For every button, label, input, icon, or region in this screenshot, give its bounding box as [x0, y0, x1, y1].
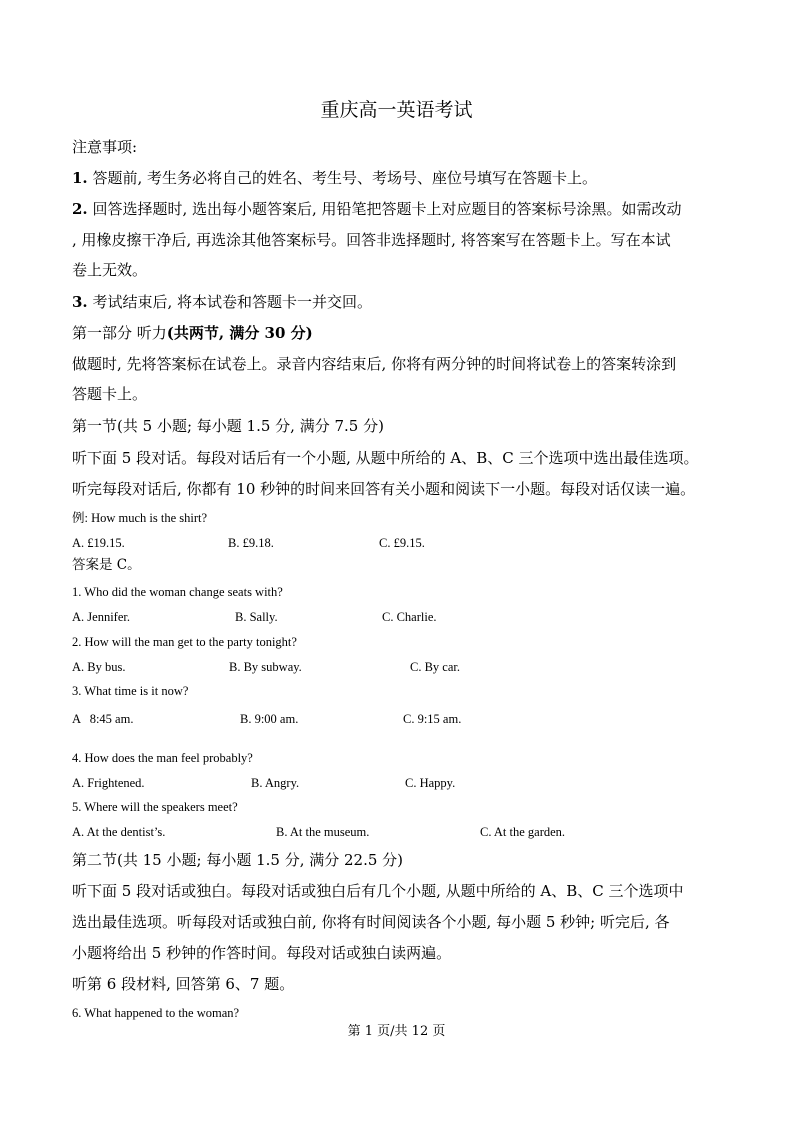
- example-question: 例: How much is the shirt?: [72, 511, 208, 525]
- section2-heading-label: 第二节: [72, 851, 118, 869]
- question-2-option-a: A. By bus.: [72, 660, 126, 674]
- question-4: 4. How does the man feel probably?: [72, 751, 253, 765]
- page-title: 重庆高一英语考试: [320, 99, 473, 121]
- notice-item-2-text: 回答选择题时, 选出每小题答案后, 用铅笔把答题卡上对应题目的答案标号涂黑。如需改动: [87, 200, 682, 218]
- example-option-a: A. £19.15.: [72, 536, 125, 550]
- section2-heading-score: (共 15 小题; 每小题 1.5 分, 满分 22.5 分): [117, 851, 404, 869]
- part1-intro-line-2: 答题卡上。: [72, 385, 148, 403]
- part1-intro-line-1: 做题时, 先将答案标在试卷上。录音内容结束后, 你将有两分钟的时间将试卷上的答案转涂到: [72, 355, 677, 373]
- section2-intro-line-1: 听下面 5 段对话或独白。每段对话或独白后有几个小题, 从题中所给的 A、B、C 三个选项中: [72, 882, 684, 900]
- page-footer: 第 1 页/共 12 页: [347, 1024, 446, 1039]
- material-6-instruction: 听第 6 段材料, 回答第 6、7 题。: [72, 975, 295, 993]
- question-3-option-a: A 8:45 am.: [72, 712, 134, 726]
- example-answer: 答案是 C。: [72, 557, 141, 573]
- notice-item-3-text: 考试结束后, 将本试卷和答题卡一并交回。: [87, 293, 372, 311]
- notice-item-3-number: 3.: [72, 293, 88, 311]
- question-3: 3. What time is it now?: [72, 684, 189, 698]
- section1-intro-line-1: 听下面 5 段对话。每段对话后有一个小题, 从题中所给的 A、B、C 三个选项中选出最佳选项。: [72, 449, 699, 467]
- question-2-option-c: C. By car.: [410, 660, 460, 674]
- notice-item-1: [72, 168, 597, 188]
- question-5-option-b: B. At the museum.: [276, 825, 370, 839]
- notice-heading: 注意事项:: [72, 138, 138, 156]
- question-4-option-a: A. Frightened.: [72, 776, 145, 790]
- example-option-c: C. £9.15.: [379, 536, 425, 550]
- question-2: 2. How will the man get to the party tonight?: [72, 635, 297, 649]
- section1-heading: [72, 416, 384, 436]
- notice-item-1-text: 答题前, 考生务必将自己的姓名、考生号、考场号、座位号填写在答题卡上。: [87, 169, 597, 187]
- question-1-option-a: A. Jennifer.: [72, 610, 130, 624]
- section1-intro-line-2: 听完每段对话后, 你都有 10 秒钟的时间来回答有关小题和阅读下一小题。每段对话仅读一遍。: [72, 480, 696, 498]
- question-2-option-b: B. By subway.: [229, 660, 302, 674]
- question-1-option-b: B. Sally.: [235, 610, 278, 624]
- part1-heading-score: (共两节, 满分 30 分): [166, 324, 313, 342]
- question-3-option-c: C. 9:15 am.: [403, 712, 462, 726]
- notice-item-1-number: 1.: [72, 169, 88, 187]
- notice-item-2-line-3: 卷上无效。: [72, 261, 148, 279]
- question-5-option-a: A. At the dentist’s.: [72, 825, 166, 839]
- question-4-option-c: C. Happy.: [405, 776, 456, 790]
- notice-item-3: [72, 292, 372, 312]
- part1-heading-label: 第一部分 听力: [72, 324, 167, 342]
- notice-item-2-number: 2.: [72, 200, 88, 218]
- section2-intro-line-3: 小题将给出 5 秒钟的作答时间。每段对话或独白读两遍。: [72, 944, 452, 962]
- notice-item-2-line-2: , 用橡皮擦干净后, 再选涂其他答案标号。回答非选择题时, 将答案写在答题卡上。写在本试: [72, 231, 671, 249]
- section2-intro-line-2: 选出最佳选项。听每段对话或独白前, 你将有时间阅读各个小题, 每小题 5 秒钟; 听完后, 各: [72, 913, 670, 931]
- question-6: 6. What happened to the woman?: [72, 1006, 240, 1020]
- notice-item-2-line-1: [72, 199, 682, 219]
- part1-heading: [72, 323, 313, 343]
- question-1-option-c: C. Charlie.: [382, 610, 437, 624]
- section1-heading-score: (共 5 小题; 每小题 1.5 分, 满分 7.5 分): [117, 417, 384, 435]
- question-5: 5. Where will the speakers meet?: [72, 800, 238, 814]
- question-5-option-c: C. At the garden.: [480, 825, 566, 839]
- question-4-option-b: B. Angry.: [251, 776, 300, 790]
- section2-heading: [72, 850, 403, 870]
- example-option-b: B. £9.18.: [228, 536, 274, 550]
- question-1: 1. Who did the woman change seats with?: [72, 585, 283, 599]
- section1-heading-label: 第一节: [72, 417, 118, 435]
- question-3-option-b: B. 9:00 am.: [240, 712, 299, 726]
